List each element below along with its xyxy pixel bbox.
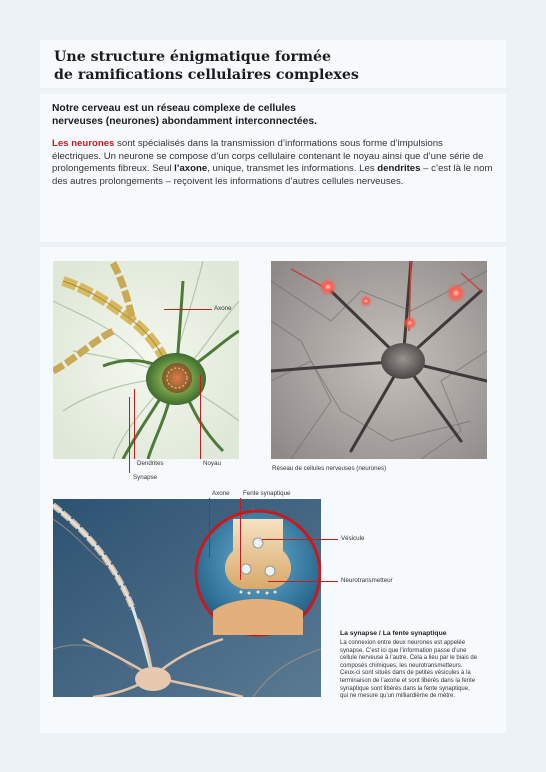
page-title bbox=[40, 40, 506, 84]
term-neurones: Les neurones bbox=[52, 138, 115, 149]
intro-paragraph bbox=[40, 128, 506, 188]
caption-line: cellule nerveuse à l’autre. Cela a lieu par le biais de bbox=[340, 655, 478, 662]
synapse-caption-title: La synapse / La fente synaptique bbox=[340, 630, 447, 637]
label-fente: Fente synaptique bbox=[243, 490, 291, 497]
label-axone-2: Axone bbox=[212, 490, 230, 497]
paragraph-part-2: , unique, transmet les informations. Les bbox=[207, 163, 378, 174]
caption-line: La connexion entre deux neurones est appelée bbox=[340, 640, 466, 646]
label-neurotransmetteur: Neurotransmetteur bbox=[341, 577, 393, 584]
title-panel bbox=[40, 40, 506, 88]
paragraph-part-3: – c’est là le nom des autres prolongements – reçoivent les informations d’autres cellules nerveuses. bbox=[52, 163, 493, 187]
figures-panel bbox=[40, 247, 506, 733]
title-line-2: de ramifications cellulaires complexes bbox=[54, 67, 359, 83]
label-synapse: Synapse bbox=[133, 474, 158, 481]
term-axone: l’axone bbox=[174, 163, 208, 174]
label-noyau: Noyau bbox=[203, 460, 221, 467]
fente-leader-line bbox=[240, 498, 241, 580]
label-dendrites: Dendrites bbox=[137, 460, 164, 467]
synapse-leader-line bbox=[129, 397, 130, 473]
caption-line: Ceux-ci sont situés dans de petites vésicules à la bbox=[340, 670, 471, 677]
caption-line: qui ne mesure qu’un milliardième de mètre. bbox=[340, 693, 456, 700]
caption-line: synaptique sont libérés dans la fente synaptique, bbox=[340, 685, 470, 692]
synapse-illustration bbox=[53, 499, 321, 697]
title-line-1: Une structure énigmatique formée bbox=[54, 49, 332, 65]
synapse-caption-text bbox=[340, 640, 477, 701]
intro-lead bbox=[40, 94, 506, 128]
caption-line: composés chimiques, les neurotransmetteurs. bbox=[340, 662, 463, 669]
lead-line-1: Notre cerveau est un réseau complexe de cellules bbox=[52, 103, 296, 114]
term-dendrites: dendrites bbox=[377, 163, 421, 174]
axone-leader-line bbox=[164, 309, 212, 310]
noyau-leader-line bbox=[200, 375, 201, 459]
neuron-illustration bbox=[53, 261, 239, 459]
neurotransmetteur-leader-line bbox=[268, 581, 338, 582]
caption-line: terminaison de l’axone et sont libérés dans la fente bbox=[340, 677, 476, 684]
label-vesicule: Vésicule bbox=[341, 535, 365, 542]
axone-leader-line-2 bbox=[209, 498, 210, 558]
intro-panel bbox=[40, 94, 506, 242]
dendrites-leader-line bbox=[134, 389, 135, 459]
lead-line-2: nerveuses (neurones) abondamment interconnectées. bbox=[52, 115, 317, 127]
neuron-network-image bbox=[271, 261, 487, 459]
vesicule-leader-line bbox=[262, 539, 338, 540]
paragraph-part-1: sont spécialisés dans la transmission d’informations sous forme d’impulsions électriques. Un neurone se compose d’un corps cellulaire contenant le noyau ainsi que d’une série de prolongements fibreux. Seul bbox=[52, 138, 484, 174]
label-axone-1: Axone bbox=[214, 305, 232, 312]
network-caption: Réseau de cellules nerveuses (neurones) bbox=[272, 465, 387, 472]
caption-line: synapse. C’est ici que l’information passe d’une bbox=[340, 647, 467, 654]
